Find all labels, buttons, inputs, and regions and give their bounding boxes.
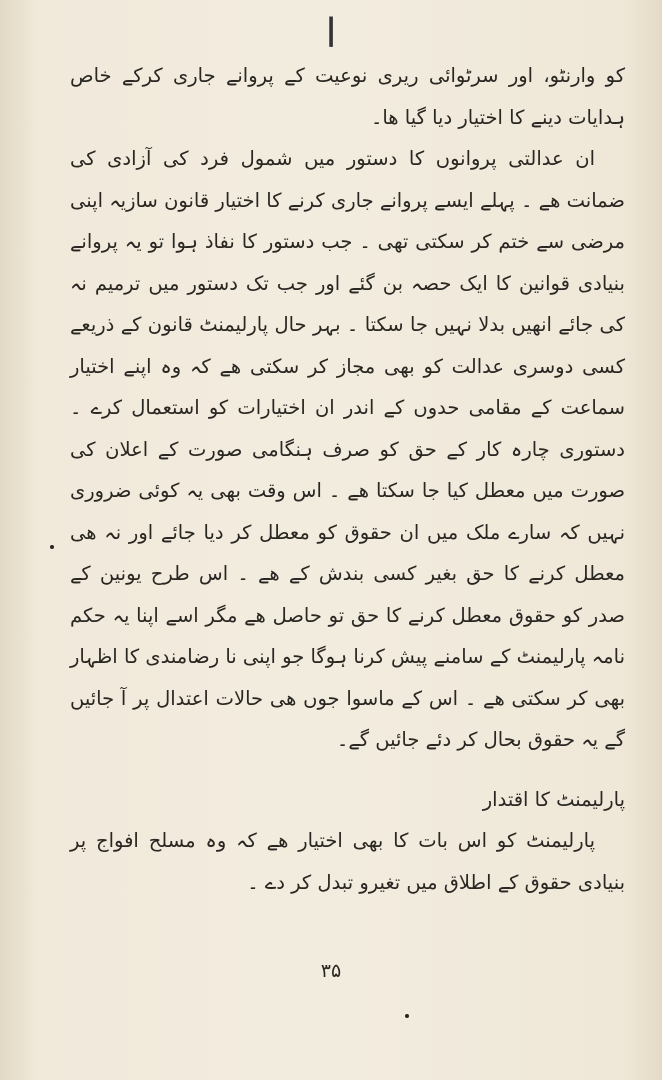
paragraph-1: کو وارنٹو، اور سرٹوائی ریری نوعیت کے پروانے جاری کرکے خاص ہدایات دینے کا اختیار دیا گیا ھا۔ <box>70 64 625 129</box>
body-text <box>70 55 625 903</box>
section-heading: پارلیمنٹ کا اقتدار <box>482 787 625 811</box>
paragraph-3: پارلیمنٹ کو اس بات کا بھی اختیار ھے کہ وہ مسلح افواج پر بنیادی حقوق کے اطلاق میں تغیرو تبدل کر دے ۔ <box>70 829 625 894</box>
ink-dot <box>50 545 54 549</box>
ink-dot <box>405 1014 409 1018</box>
page-number: ۳۵ <box>320 960 342 982</box>
top-mark: ا <box>325 11 337 57</box>
paragraph-2: ان عدالتی پروانوں کا دستور میں شمول فرد کی آزادی کی ضمانت ھے ۔ پہلے ایسے پروانے جاری کرنے کا اختیار قانون سازیہ اپنی مرضی سے ختم کر سکتی تھی ۔ جب دستور کا نفاذ ہوا تو یہ پروانے بنیادی قوانین کا ایک حصہ بن گئے اور جب تک دستور میں ترمیم نہ کی جائے انھیں بدلا نہیں جا سکتا ۔ بہر حال پارلیمنٹ قانون کے ذریعے کسی دوسری عدالت کو بھی مجاز کر سکتی ھے کہ وہ اپنے اختیار سماعت کے مقامی حدوں کے اندر ان اختیارات کو استعمال کرے ۔ دستوری چارہ کار کے حق کو صرف ہنگامی صورت کے اعلان کی صورت میں معطل کیا جا سکتا ھے ۔ اس وقت بھی یہ کوئی ضروری نہیں کہ سارے ملک میں ان حقوق کو معطل کر دیا جائے اور نہ ھی معطل کرنے کا حق بغیر کسی بندش کے ھے ۔ اس طرح یونین کے صدر کو حقوق معطل کرنے کا حق تو حاصل ھے مگر اسے اپنا یہ حکم نامہ پارلیمنٹ کے سامنے پیش کرنا ہوگا جو اپنی نا رضامندی کا اظہار بھی کر سکتی ھے ۔ اس کے ماسوا جوں ھی حالات اعتدال پر آ جائیں گے یہ حقوق بحال کر دئے جائیں گے۔ <box>70 147 625 751</box>
